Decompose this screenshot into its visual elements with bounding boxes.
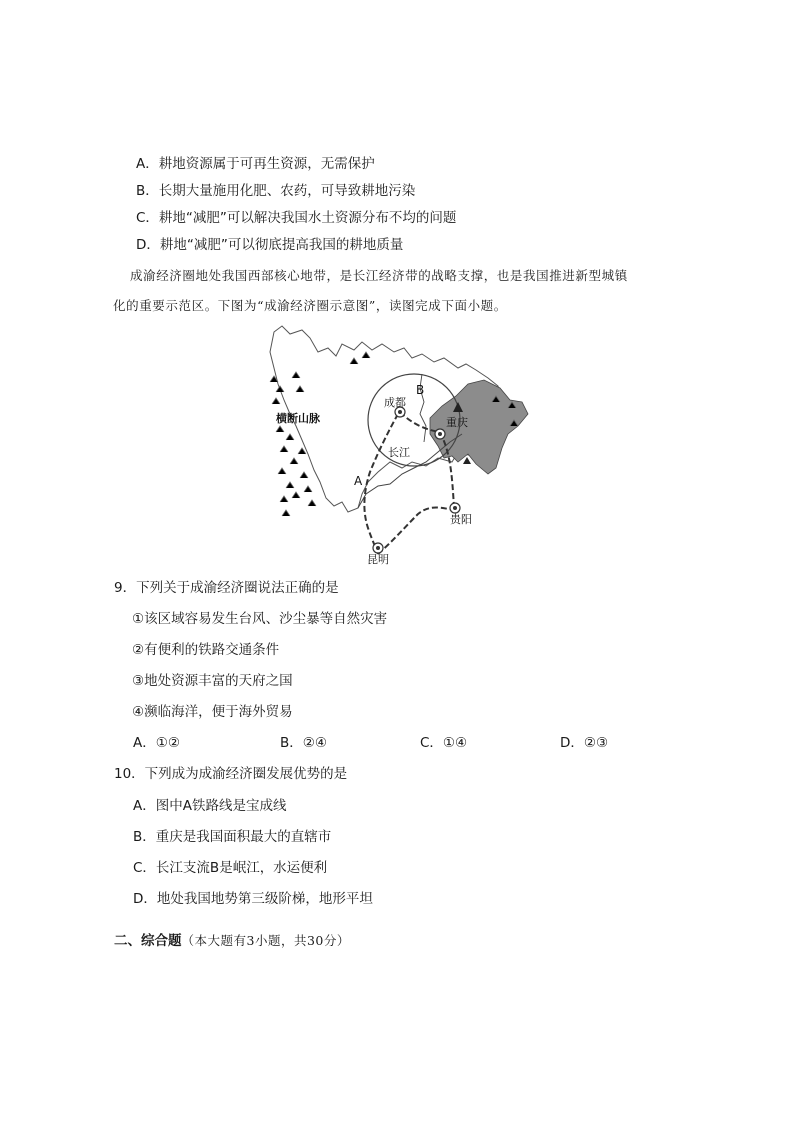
option-d: D．耕地“减肥”可以彻底提高我国的耕地质量	[136, 237, 404, 253]
q10-option-a: A．图中A铁路线是宝成线	[133, 798, 287, 814]
q10-option-c: C．长江支流B是岷江，水运便利	[133, 860, 328, 876]
city-guiyang-marker	[450, 503, 460, 513]
q9-stem: 9．下列关于成渝经济圈说法正确的是	[114, 580, 339, 596]
label-hengduan-mountains: 横断山脉	[276, 412, 320, 425]
section-heading	[114, 931, 350, 951]
city-chongqing-marker	[435, 429, 445, 439]
label-guiyang: 贵阳	[450, 513, 472, 526]
option-a: A．耕地资源属于可再生资源，无需保护	[136, 156, 375, 172]
label-chengdu: 成都	[384, 396, 406, 409]
label-changjiang: 长江	[388, 446, 410, 459]
option-b: B．长期大量施用化肥、农药，可导致耕地污染	[136, 183, 416, 199]
section-note: （本大题有3小题，共30分）	[181, 933, 350, 948]
label-chongqing: 重庆	[446, 416, 468, 429]
q9-item-2: ②有便利的铁路交通条件	[132, 642, 280, 658]
q10-option-d: D．地处我国地势第三级阶梯，地形平坦	[133, 891, 373, 907]
mountain-peak-icon	[463, 457, 471, 464]
label-kunming: 昆明	[367, 553, 389, 566]
q9-choice-a: A．①②	[133, 735, 180, 751]
intro-line-1: 成渝经济圈地处我国西部核心地带，是长江经济带的战略支撑，也是我国推进新型城镇	[130, 268, 628, 283]
railway-kunming-guiyang	[378, 508, 454, 555]
q9-item-3: ③地处资源丰富的天府之国	[132, 673, 293, 689]
label-b: B	[416, 383, 425, 397]
chengyu-map	[262, 322, 542, 570]
q9-choice-b: B．②④	[280, 735, 327, 751]
label-a: A	[354, 474, 363, 488]
q9-item-1: ①该区域容易发生台风、沙尘暴等自然灾害	[132, 611, 388, 627]
option-c: C．耕地“减肥”可以解决我国水土资源分布不均的问题	[136, 210, 457, 226]
railway-a	[364, 414, 398, 554]
q9-choice-c: C．①④	[420, 735, 468, 751]
section-title: 二、综合题	[114, 933, 182, 949]
q9-choice-d: D．②③	[560, 735, 609, 751]
q10-option-b: B．重庆是我国面积最大的直辖市	[133, 829, 332, 845]
city-kunming-marker	[373, 543, 383, 553]
q10-stem: 10．下列成为成渝经济圈发展优势的是	[114, 766, 348, 782]
intro-line-2: 化的重要示范区。下图为“成渝经济圈示意图”，读图完成下面小题。	[113, 298, 507, 313]
q9-item-4: ④濒临海洋，便于海外贸易	[132, 704, 293, 720]
